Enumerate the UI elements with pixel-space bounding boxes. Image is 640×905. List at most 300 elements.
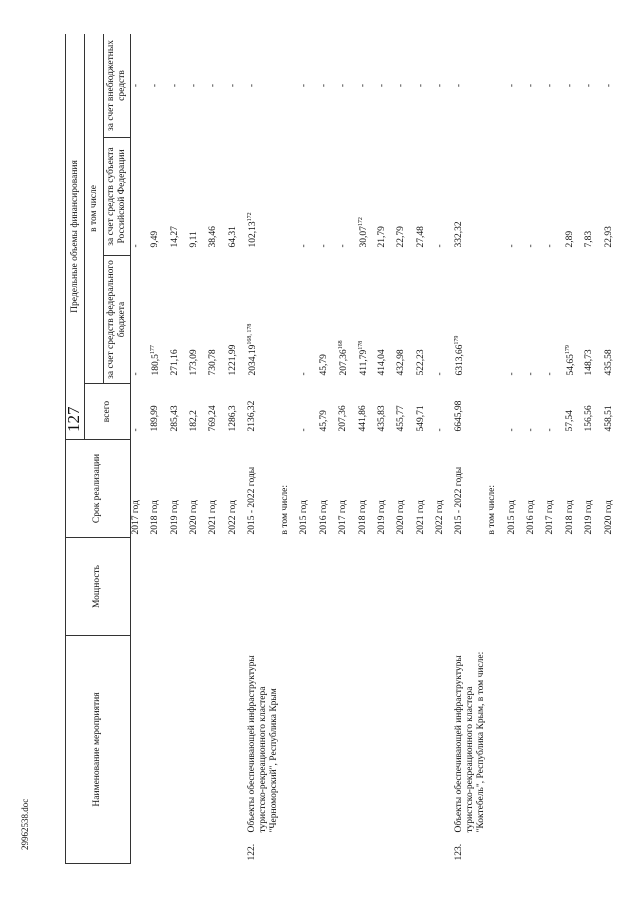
footnote-ref: 177 — [150, 345, 157, 355]
cell-term — [208, 440, 227, 538]
cell-total — [280, 384, 299, 440]
cell-number — [565, 836, 584, 864]
cell-federal — [377, 256, 396, 384]
cell-extrabudget — [228, 34, 247, 138]
cell-federal-text: 207,36 — [339, 349, 350, 376]
cell-name — [545, 636, 564, 836]
cell-extrabudget-text: - — [169, 83, 180, 88]
cell-capacity — [130, 538, 150, 636]
cell-extrabudget — [338, 34, 357, 138]
cell-subject-text: 7,83 — [584, 230, 595, 248]
cell-total — [396, 384, 415, 440]
cell-federal-text: 2034,19 — [248, 344, 259, 376]
header-including: в том числе — [85, 34, 104, 384]
cell-total-text: - — [526, 428, 537, 432]
cell-federal-text: 435,58 — [603, 349, 614, 376]
cell-subject-text: 102,13 — [248, 221, 259, 248]
cell-extrabudget-text: - — [584, 83, 595, 88]
cell-extrabudget — [454, 34, 487, 138]
cell-extrabudget — [280, 34, 299, 138]
cell-number — [454, 836, 487, 864]
cell-name — [189, 636, 208, 836]
table-row — [545, 34, 564, 864]
cell-federal-text: 522,23 — [415, 349, 426, 376]
cell-term — [150, 440, 169, 538]
cell-number — [130, 836, 150, 864]
cell-federal — [507, 256, 526, 384]
cell-total-text: 1286,3 — [227, 405, 238, 432]
cell-term — [280, 440, 299, 538]
cell-subject-text: - — [545, 244, 556, 248]
cell-extrabudget — [396, 34, 415, 138]
cell-federal — [150, 256, 169, 384]
cell-subject-text: 22,93 — [603, 226, 614, 248]
cell-number — [396, 836, 415, 864]
cell-number — [208, 836, 227, 864]
table-row — [526, 34, 545, 864]
cell-name — [208, 636, 227, 836]
cell-term — [358, 440, 377, 538]
cell-name — [358, 636, 377, 836]
cell-federal-text: 411,79 — [358, 349, 369, 376]
cell-extrabudget-text: - — [208, 83, 219, 88]
cell-total-text: 441,86 — [357, 405, 368, 432]
cell-subject — [338, 138, 357, 256]
cell-subject-text: - — [338, 244, 349, 248]
cell-total — [208, 384, 227, 440]
cell-federal-text: 1221,99 — [227, 344, 238, 376]
table-body — [130, 34, 623, 864]
cell-term-text: 2018 год — [150, 500, 161, 535]
table-row — [299, 34, 318, 864]
cell-total — [170, 384, 189, 440]
cell-federal-text: - — [526, 372, 537, 376]
table-row — [150, 34, 169, 864]
cell-subject-text: 332,32 — [454, 221, 465, 248]
cell-term-text: 2015 - 2022 годы — [454, 466, 465, 535]
cell-number — [377, 836, 396, 864]
cell-subject — [228, 138, 247, 256]
cell-federal — [280, 256, 299, 384]
cell-extrabudget — [604, 34, 623, 138]
cell-federal-text: 6313,66 — [455, 344, 466, 376]
cell-subject-text: 27,48 — [415, 226, 426, 248]
cell-subject — [189, 138, 208, 256]
cell-name — [280, 636, 299, 836]
cell-name — [377, 636, 396, 836]
header-term: Срок реализации — [66, 440, 131, 538]
cell-term-text: 2015 год — [299, 500, 310, 535]
cell-total — [150, 384, 169, 440]
cell-term — [228, 440, 247, 538]
cell-total — [416, 384, 435, 440]
cell-term-text: 2020 год — [396, 500, 407, 535]
cell-name — [454, 636, 487, 836]
cell-extrabudget — [319, 34, 338, 138]
cell-number — [319, 836, 338, 864]
cell-total-text: 156,56 — [584, 405, 595, 432]
table-row — [247, 34, 280, 864]
cell-federal-text: 432,98 — [396, 349, 407, 376]
cell-term — [396, 440, 415, 538]
cell-name — [604, 636, 623, 836]
table-row — [487, 34, 506, 864]
cell-federal — [319, 256, 338, 384]
cell-name — [584, 636, 603, 836]
cell-extrabudget — [435, 34, 454, 138]
cell-federal — [189, 256, 208, 384]
cell-subject-text: 21,79 — [376, 226, 387, 248]
cell-extrabudget-text: - — [318, 83, 329, 88]
cell-capacity — [338, 538, 357, 636]
cell-extrabudget — [565, 34, 584, 138]
cell-term-text: 2018 год — [357, 500, 368, 535]
cell-extrabudget-text: - — [150, 83, 161, 88]
cell-number — [189, 836, 208, 864]
table-row — [507, 34, 526, 864]
cell-federal — [416, 256, 435, 384]
cell-number — [228, 836, 247, 864]
cell-extrabudget — [507, 34, 526, 138]
cell-subject-text: - — [130, 244, 141, 248]
cell-total-text: - — [545, 428, 556, 432]
cell-term — [565, 440, 584, 538]
cell-extrabudget-text: - — [526, 83, 537, 88]
cell-capacity — [507, 538, 526, 636]
cell-number-text: 122. — [247, 843, 258, 861]
cell-subject — [584, 138, 603, 256]
cell-subject — [280, 138, 299, 256]
header-name: Наименование мероприятия — [66, 636, 131, 864]
cell-extrabudget-text: - — [376, 83, 387, 88]
cell-subject — [130, 138, 150, 256]
cell-name-text: Объекты обеспечивающей инфраструктуры туристско-рекреационного кластера "Черноморский", Республика Крым — [247, 655, 280, 833]
cell-term — [299, 440, 318, 538]
cell-federal-text: - — [435, 372, 446, 376]
table-row — [454, 34, 487, 864]
rotated-table-area — [65, 34, 630, 864]
cell-total — [299, 384, 318, 440]
cell-capacity — [565, 538, 584, 636]
footnote-ref: 172 — [357, 217, 364, 227]
cell-extrabudget-text: - — [564, 83, 575, 88]
cell-total-text: - — [299, 428, 310, 432]
cell-subject-text: - — [526, 244, 537, 248]
cell-total-text: 45,79 — [318, 410, 329, 432]
cell-extrabudget — [526, 34, 545, 138]
cell-term — [435, 440, 454, 538]
cell-subject-text: - — [506, 244, 517, 248]
cell-name — [299, 636, 318, 836]
cell-extrabudget-text: - — [189, 83, 200, 88]
cell-number — [247, 836, 280, 864]
cell-federal — [584, 256, 603, 384]
cell-subject-text: 14,27 — [169, 226, 180, 248]
header-total: всего — [85, 384, 131, 440]
table-row — [396, 34, 415, 864]
cell-term-text: 2019 год — [584, 500, 595, 535]
cell-federal — [526, 256, 545, 384]
cell-name — [150, 636, 169, 836]
cell-capacity — [584, 538, 603, 636]
cell-total — [454, 384, 487, 440]
table-row — [189, 34, 208, 864]
cell-name — [526, 636, 545, 836]
cell-term — [584, 440, 603, 538]
header-funding-group: Предельные объемы финансирования — [66, 34, 85, 440]
table-row — [358, 34, 377, 864]
cell-capacity — [545, 538, 564, 636]
cell-term-text: 2022 год — [227, 500, 238, 535]
cell-total — [545, 384, 564, 440]
cell-term-text: 2016 год — [318, 500, 329, 535]
page-number: 127 — [64, 406, 83, 432]
cell-term — [319, 440, 338, 538]
cell-federal — [358, 256, 377, 384]
cell-total — [565, 384, 584, 440]
cell-extrabudget — [150, 34, 169, 138]
cell-extrabudget — [189, 34, 208, 138]
cell-term — [487, 440, 506, 538]
table-row — [228, 34, 247, 864]
cell-name — [396, 636, 415, 836]
cell-federal — [565, 256, 584, 384]
table-row — [584, 34, 603, 864]
cell-term-text: 2017 год — [545, 500, 556, 535]
cell-term — [416, 440, 435, 538]
cell-extrabudget-text: - — [506, 83, 517, 88]
cell-number — [170, 836, 189, 864]
cell-name — [247, 636, 280, 836]
cell-capacity — [208, 538, 227, 636]
table-row — [170, 34, 189, 864]
cell-total-text: - — [130, 428, 141, 432]
cell-subject — [545, 138, 564, 256]
cell-capacity — [526, 538, 545, 636]
cell-term-text: 2020 год — [603, 500, 614, 535]
cell-capacity — [416, 538, 435, 636]
table-row — [319, 34, 338, 864]
cell-name — [416, 636, 435, 836]
cell-term-text: 2019 год — [376, 500, 387, 535]
cell-capacity — [435, 538, 454, 636]
cell-federal — [208, 256, 227, 384]
cell-federal — [545, 256, 564, 384]
cell-federal-text: 730,78 — [208, 349, 219, 376]
cell-capacity — [189, 538, 208, 636]
cell-total-text: 285,43 — [169, 405, 180, 432]
table-row — [416, 34, 435, 864]
cell-subject — [247, 138, 280, 256]
cell-name — [507, 636, 526, 836]
cell-number — [526, 836, 545, 864]
footer-filename: 29962538.doc — [20, 798, 30, 850]
cell-subject — [208, 138, 227, 256]
cell-term — [545, 440, 564, 538]
cell-name — [338, 636, 357, 836]
cell-subject — [604, 138, 623, 256]
cell-extrabudget-text: - — [454, 83, 465, 88]
cell-number — [545, 836, 564, 864]
cell-name — [130, 636, 150, 836]
cell-subject — [319, 138, 338, 256]
cell-term — [377, 440, 396, 538]
cell-total-text: 189,99 — [150, 405, 161, 432]
cell-federal — [487, 256, 506, 384]
cell-total-text: 455,77 — [396, 405, 407, 432]
footnote-ref: 178 — [357, 340, 364, 350]
footnote-ref: 168, 178 — [247, 323, 254, 345]
cell-term-text: 2021 год — [208, 500, 219, 535]
cell-total-text: 549,71 — [415, 405, 426, 432]
cell-federal-text: 148,73 — [584, 349, 595, 376]
cell-federal — [435, 256, 454, 384]
cell-number — [604, 836, 623, 864]
cell-extrabudget-text: - — [357, 83, 368, 88]
funding-table — [65, 34, 623, 864]
cell-term — [247, 440, 280, 538]
cell-total — [247, 384, 280, 440]
cell-federal — [454, 256, 487, 384]
cell-term-text: в том числе: — [487, 484, 498, 535]
cell-federal — [247, 256, 280, 384]
cell-number-text: 123. — [454, 843, 465, 861]
cell-federal — [228, 256, 247, 384]
cell-term-text: 2019 год — [169, 500, 180, 535]
cell-subject-text: - — [318, 244, 329, 248]
cell-term-text: 2017 год — [338, 500, 349, 535]
cell-subject — [416, 138, 435, 256]
cell-extrabudget-text: - — [396, 83, 407, 88]
cell-capacity — [377, 538, 396, 636]
table-row — [338, 34, 357, 864]
cell-capacity — [299, 538, 318, 636]
cell-term-text: 2015 год — [506, 500, 517, 535]
cell-term — [189, 440, 208, 538]
cell-federal-text: - — [545, 372, 556, 376]
cell-term-text: 2018 год — [564, 500, 575, 535]
cell-federal — [396, 256, 415, 384]
cell-total-text: 182,2 — [189, 410, 200, 432]
cell-extrabudget-text: - — [603, 83, 614, 88]
cell-subject — [358, 138, 377, 256]
cell-subject — [435, 138, 454, 256]
cell-subject-text: 22,79 — [396, 226, 407, 248]
cell-subject — [170, 138, 189, 256]
cell-extrabudget — [130, 34, 150, 138]
cell-federal-text: 180,5 — [151, 354, 162, 376]
cell-term-text: 2022 год — [435, 500, 446, 535]
cell-federal-text: 271,16 — [169, 349, 180, 376]
cell-subject — [299, 138, 318, 256]
cell-subject-text: - — [299, 244, 310, 248]
cell-total-text: 6645,98 — [454, 400, 465, 432]
cell-total — [487, 384, 506, 440]
cell-capacity — [170, 538, 189, 636]
table-row — [280, 34, 299, 864]
cell-term-text: 2020 год — [189, 500, 200, 535]
cell-federal-text: 173,09 — [189, 349, 200, 376]
cell-extrabudget — [545, 34, 564, 138]
cell-capacity — [280, 538, 299, 636]
cell-term — [454, 440, 487, 538]
cell-extrabudget-text: - — [415, 83, 426, 88]
cell-federal — [170, 256, 189, 384]
cell-total — [584, 384, 603, 440]
cell-subject — [150, 138, 169, 256]
cell-total — [319, 384, 338, 440]
cell-number — [338, 836, 357, 864]
cell-name — [228, 636, 247, 836]
cell-subject — [396, 138, 415, 256]
header-capacity: Мощность — [66, 538, 131, 636]
cell-extrabudget — [247, 34, 280, 138]
cell-total — [228, 384, 247, 440]
cell-total-text: - — [506, 428, 517, 432]
cell-extrabudget — [170, 34, 189, 138]
cell-number — [435, 836, 454, 864]
table-row — [208, 34, 227, 864]
cell-total — [604, 384, 623, 440]
cell-term-text: 2021 год — [415, 500, 426, 535]
cell-number — [584, 836, 603, 864]
cell-subject-text: 2,89 — [564, 230, 575, 248]
cell-name — [435, 636, 454, 836]
cell-capacity — [247, 538, 280, 636]
cell-term — [170, 440, 189, 538]
cell-federal — [338, 256, 357, 384]
table-row — [377, 34, 396, 864]
cell-number — [358, 836, 377, 864]
cell-total-text: 769,24 — [208, 405, 219, 432]
cell-federal-text: 54,65 — [565, 354, 576, 376]
header-extrabudget: за счет внебюджетных средств — [104, 34, 131, 138]
cell-subject — [454, 138, 487, 256]
cell-capacity — [150, 538, 169, 636]
cell-federal — [130, 256, 150, 384]
cell-total — [435, 384, 454, 440]
cell-total — [338, 384, 357, 440]
cell-number — [487, 836, 506, 864]
cell-name — [565, 636, 584, 836]
cell-capacity — [396, 538, 415, 636]
cell-extrabudget-text: - — [227, 83, 238, 88]
cell-extrabudget — [377, 34, 396, 138]
cell-subject — [565, 138, 584, 256]
cell-total-text: 207,36 — [338, 405, 349, 432]
cell-extrabudget — [416, 34, 435, 138]
table-row — [604, 34, 623, 864]
cell-number — [299, 836, 318, 864]
cell-extrabudget-text: - — [435, 83, 446, 88]
cell-total — [130, 384, 150, 440]
footnote-ref: 179 — [564, 345, 571, 355]
cell-subject-text: 30,07 — [358, 226, 369, 248]
cell-capacity — [228, 538, 247, 636]
cell-term-text: в том числе: — [279, 484, 290, 535]
cell-name — [319, 636, 338, 836]
cell-subject — [507, 138, 526, 256]
cell-subject-text: 9,11 — [189, 231, 200, 248]
cell-extrabudget — [487, 34, 506, 138]
cell-subject-text: 64,31 — [227, 226, 238, 248]
cell-subject-text: - — [435, 244, 446, 248]
cell-name — [170, 636, 189, 836]
document-landscape — [65, 34, 630, 864]
cell-extrabudget — [358, 34, 377, 138]
cell-name-text: Объекты обеспечивающей инфраструктуры туристско-рекреационного кластера "Коктебель", Республика Крым, в том числе: — [454, 651, 487, 833]
cell-term — [338, 440, 357, 538]
